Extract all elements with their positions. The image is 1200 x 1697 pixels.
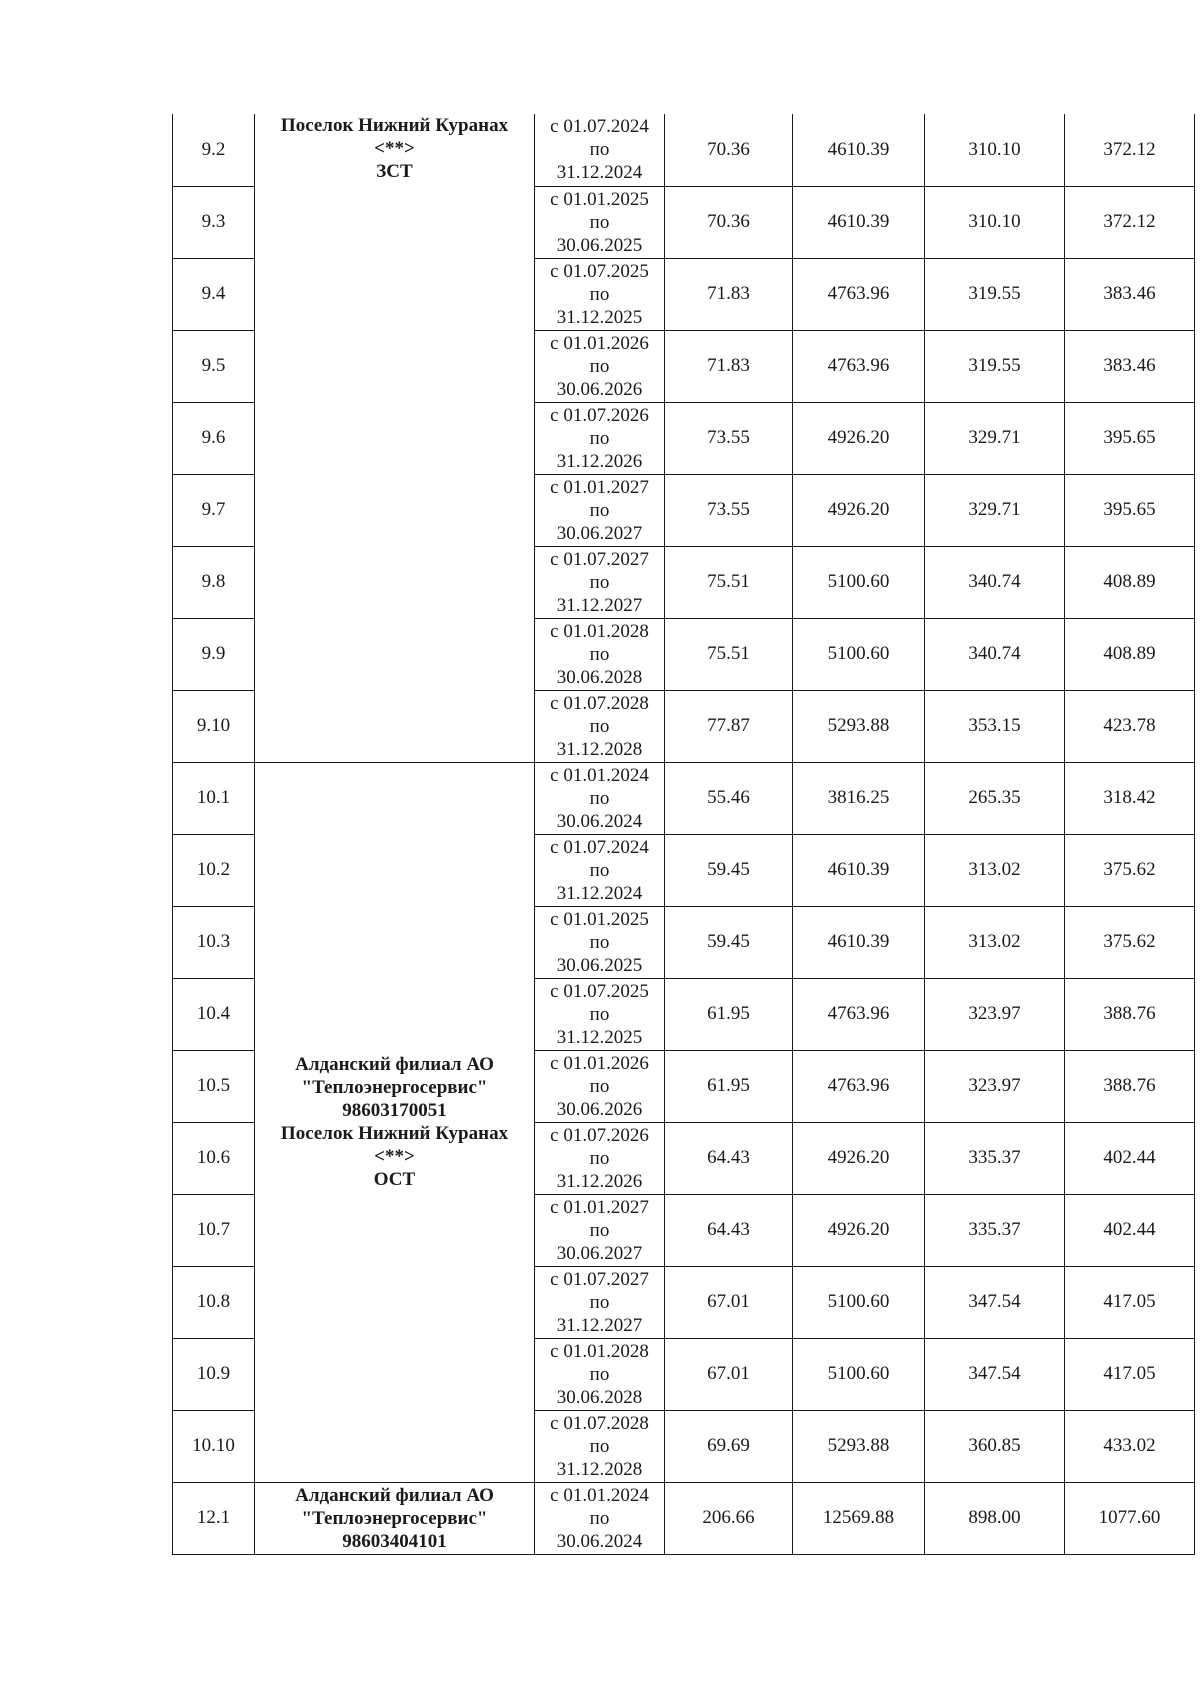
- period-from: с 01.07.2026: [550, 404, 649, 426]
- row-number: 10.3: [173, 906, 255, 978]
- value-v4: 395.65: [1065, 474, 1195, 546]
- value-v4: 372.12: [1065, 186, 1195, 258]
- row-number: 12.1: [173, 1482, 255, 1554]
- value-v3: 323.97: [925, 1050, 1065, 1122]
- value-v1: 70.36: [665, 186, 793, 258]
- value-v1: 59.45: [665, 906, 793, 978]
- period-from: с 01.01.2028: [550, 1340, 649, 1362]
- row-number: 10.10: [173, 1410, 255, 1482]
- value-v1: 75.51: [665, 546, 793, 618]
- period-by: по: [589, 499, 610, 521]
- value-v2: 12569.88: [793, 1482, 925, 1554]
- value-v2: 4610.39: [793, 834, 925, 906]
- value-v4: 388.76: [1065, 1050, 1195, 1122]
- period-by: по: [589, 139, 610, 161]
- period-to: 31.12.2026: [556, 450, 643, 472]
- period-from: с 01.01.2025: [550, 188, 649, 210]
- row-number: 10.5: [173, 1050, 255, 1122]
- value-v4: 375.62: [1065, 906, 1195, 978]
- period-to: 31.12.2028: [556, 1458, 643, 1480]
- row-number: 10.4: [173, 978, 255, 1050]
- value-v2: 5100.60: [793, 546, 925, 618]
- period-cell: [535, 1194, 665, 1266]
- value-v1: 61.95: [665, 978, 793, 1050]
- value-v3: 340.74: [925, 546, 1065, 618]
- value-v3: 335.37: [925, 1194, 1065, 1266]
- value-v2: 4610.39: [793, 114, 925, 186]
- value-v1: 77.87: [665, 690, 793, 762]
- value-v3: 310.10: [925, 186, 1065, 258]
- period-from: с 01.01.2026: [550, 1052, 649, 1074]
- period-from: с 01.07.2028: [550, 692, 649, 714]
- period-by: по: [589, 1219, 610, 1241]
- value-v3: 319.55: [925, 330, 1065, 402]
- value-v1: 206.66: [665, 1482, 793, 1554]
- period-from: с 01.07.2025: [550, 260, 649, 282]
- period-from: с 01.07.2026: [550, 1124, 649, 1146]
- row-number: 9.5: [173, 330, 255, 402]
- period-to: 30.06.2025: [556, 954, 643, 976]
- value-v2: 5100.60: [793, 1266, 925, 1338]
- period-to: 30.06.2024: [556, 810, 643, 832]
- value-v3: 347.54: [925, 1266, 1065, 1338]
- value-v4: 433.02: [1065, 1410, 1195, 1482]
- period-by: по: [589, 211, 610, 233]
- period-cell: [535, 546, 665, 618]
- period-cell: [535, 1266, 665, 1338]
- row-number: 10.2: [173, 834, 255, 906]
- value-v1: 69.69: [665, 1410, 793, 1482]
- value-v3: 313.02: [925, 834, 1065, 906]
- period-by: по: [589, 1075, 610, 1097]
- value-v3: 360.85: [925, 1410, 1065, 1482]
- period-from: с 01.01.2026: [550, 332, 649, 354]
- value-v2: 4763.96: [793, 978, 925, 1050]
- period-cell: [535, 258, 665, 330]
- period-cell: [535, 1482, 665, 1554]
- period-to: 30.06.2026: [556, 378, 643, 400]
- row-number: 10.9: [173, 1338, 255, 1410]
- value-v3: 329.71: [925, 402, 1065, 474]
- row-number: 9.9: [173, 618, 255, 690]
- period-from: с 01.01.2025: [550, 908, 649, 930]
- period-to: 30.06.2027: [556, 1242, 643, 1264]
- table-body: [173, 114, 1195, 1554]
- row-number: 9.7: [173, 474, 255, 546]
- value-v2: 4610.39: [793, 186, 925, 258]
- value-v3: 310.10: [925, 114, 1065, 186]
- value-v2: 4926.20: [793, 1194, 925, 1266]
- period-cell: [535, 330, 665, 402]
- value-v2: 4926.20: [793, 1122, 925, 1194]
- period-by: по: [589, 1507, 610, 1529]
- value-v4: 423.78: [1065, 690, 1195, 762]
- row-number: 9.6: [173, 402, 255, 474]
- row-number: 10.1: [173, 762, 255, 834]
- row-number: 10.6: [173, 1122, 255, 1194]
- value-v2: 4763.96: [793, 330, 925, 402]
- organization-cell: Поселок Нижний Куранах <**> ЗСТ: [255, 114, 535, 762]
- value-v2: 5293.88: [793, 1410, 925, 1482]
- row-number: 10.8: [173, 1266, 255, 1338]
- value-v4: 402.44: [1065, 1194, 1195, 1266]
- period-cell: [535, 402, 665, 474]
- period-by: по: [589, 787, 610, 809]
- row-number: 9.8: [173, 546, 255, 618]
- value-v3: 329.71: [925, 474, 1065, 546]
- value-v1: 67.01: [665, 1338, 793, 1410]
- period-to: 31.12.2028: [556, 738, 643, 760]
- value-v4: 417.05: [1065, 1266, 1195, 1338]
- period-to: 30.06.2024: [556, 1530, 643, 1552]
- value-v4: 383.46: [1065, 258, 1195, 330]
- period-to: 31.12.2025: [556, 306, 643, 328]
- period-from: с 01.01.2024: [550, 764, 649, 786]
- period-to: 31.12.2027: [556, 594, 643, 616]
- period-by: по: [589, 1003, 610, 1025]
- period-cell: [535, 618, 665, 690]
- value-v2: 4926.20: [793, 402, 925, 474]
- value-v1: 61.95: [665, 1050, 793, 1122]
- period-by: по: [589, 427, 610, 449]
- value-v4: 383.46: [1065, 330, 1195, 402]
- period-from: с 01.01.2027: [550, 1196, 649, 1218]
- period-cell: [535, 834, 665, 906]
- value-v2: 3816.25: [793, 762, 925, 834]
- period-cell: [535, 186, 665, 258]
- period-cell: [535, 1338, 665, 1410]
- period-from: с 01.07.2025: [550, 980, 649, 1002]
- period-by: по: [589, 715, 610, 737]
- period-to: 31.12.2024: [556, 162, 643, 184]
- value-v2: 4610.39: [793, 906, 925, 978]
- value-v3: 353.15: [925, 690, 1065, 762]
- value-v2: 5100.60: [793, 1338, 925, 1410]
- value-v2: 4926.20: [793, 474, 925, 546]
- value-v1: 70.36: [665, 114, 793, 186]
- period-cell: [535, 1050, 665, 1122]
- value-v2: 5293.88: [793, 690, 925, 762]
- period-to: 30.06.2027: [556, 522, 643, 544]
- value-v4: 402.44: [1065, 1122, 1195, 1194]
- period-by: по: [589, 931, 610, 953]
- period-from: с 01.07.2028: [550, 1412, 649, 1434]
- period-from: с 01.01.2024: [550, 1484, 649, 1506]
- period-by: по: [589, 1435, 610, 1457]
- value-v1: 71.83: [665, 330, 793, 402]
- value-v1: 64.43: [665, 1194, 793, 1266]
- period-cell: [535, 1122, 665, 1194]
- row-number: 9.4: [173, 258, 255, 330]
- value-v3: 319.55: [925, 258, 1065, 330]
- period-to: 31.12.2026: [556, 1170, 643, 1192]
- value-v4: 375.62: [1065, 834, 1195, 906]
- value-v4: 372.12: [1065, 114, 1195, 186]
- row-number: 10.7: [173, 1194, 255, 1266]
- period-to: 31.12.2025: [556, 1026, 643, 1048]
- period-by: по: [589, 1291, 610, 1313]
- table-row: [173, 114, 1195, 186]
- period-by: по: [589, 643, 610, 665]
- tariff-table: [172, 114, 1195, 1555]
- value-v4: 395.65: [1065, 402, 1195, 474]
- value-v4: 408.89: [1065, 546, 1195, 618]
- period-from: с 01.07.2027: [550, 548, 649, 570]
- value-v1: 59.45: [665, 834, 793, 906]
- period-cell: [535, 474, 665, 546]
- value-v3: 898.00: [925, 1482, 1065, 1554]
- row-number: 9.3: [173, 186, 255, 258]
- value-v1: 67.01: [665, 1266, 793, 1338]
- table-row: [173, 762, 1195, 834]
- value-v3: 340.74: [925, 618, 1065, 690]
- value-v2: 5100.60: [793, 618, 925, 690]
- value-v1: 55.46: [665, 762, 793, 834]
- period-cell: [535, 906, 665, 978]
- period-from: с 01.07.2024: [550, 116, 649, 138]
- value-v3: 313.02: [925, 906, 1065, 978]
- period-cell: [535, 1410, 665, 1482]
- value-v3: 265.35: [925, 762, 1065, 834]
- value-v1: 75.51: [665, 618, 793, 690]
- period-cell: [535, 690, 665, 762]
- table-row: [173, 1482, 1195, 1554]
- period-by: по: [589, 1363, 610, 1385]
- value-v1: 73.55: [665, 474, 793, 546]
- value-v3: 347.54: [925, 1338, 1065, 1410]
- value-v3: 335.37: [925, 1122, 1065, 1194]
- row-number: 9.2: [173, 114, 255, 186]
- period-by: по: [589, 355, 610, 377]
- value-v1: 73.55: [665, 402, 793, 474]
- value-v1: 71.83: [665, 258, 793, 330]
- row-number: 9.10: [173, 690, 255, 762]
- period-to: 30.06.2028: [556, 666, 643, 688]
- value-v2: 4763.96: [793, 1050, 925, 1122]
- period-from: с 01.07.2027: [550, 1268, 649, 1290]
- organization-cell: Алданский филиал АО "Теплоэнергосервис" 98603170051 Поселок Нижний Куранах <**> ОСТ: [255, 762, 535, 1482]
- period-cell: [535, 978, 665, 1050]
- period-to: 31.12.2024: [556, 882, 643, 904]
- period-by: по: [589, 859, 610, 881]
- period-to: 31.12.2027: [556, 1314, 643, 1336]
- value-v3: 323.97: [925, 978, 1065, 1050]
- period-from: с 01.07.2024: [550, 836, 649, 858]
- value-v2: 4763.96: [793, 258, 925, 330]
- value-v4: 318.42: [1065, 762, 1195, 834]
- value-v4: 388.76: [1065, 978, 1195, 1050]
- period-cell: [535, 114, 665, 186]
- value-v4: 408.89: [1065, 618, 1195, 690]
- period-to: 30.06.2026: [556, 1098, 643, 1120]
- period-from: с 01.01.2027: [550, 476, 649, 498]
- value-v4: 417.05: [1065, 1338, 1195, 1410]
- period-to: 30.06.2028: [556, 1386, 643, 1408]
- period-by: по: [589, 1147, 610, 1169]
- value-v4: 1077.60: [1065, 1482, 1195, 1554]
- period-to: 30.06.2025: [556, 234, 643, 256]
- period-from: с 01.01.2028: [550, 620, 649, 642]
- period-cell: [535, 762, 665, 834]
- value-v1: 64.43: [665, 1122, 793, 1194]
- period-by: по: [589, 571, 610, 593]
- organization-cell: Алданский филиал АО "Теплоэнергосервис" 98603404101: [255, 1482, 535, 1554]
- period-by: по: [589, 283, 610, 305]
